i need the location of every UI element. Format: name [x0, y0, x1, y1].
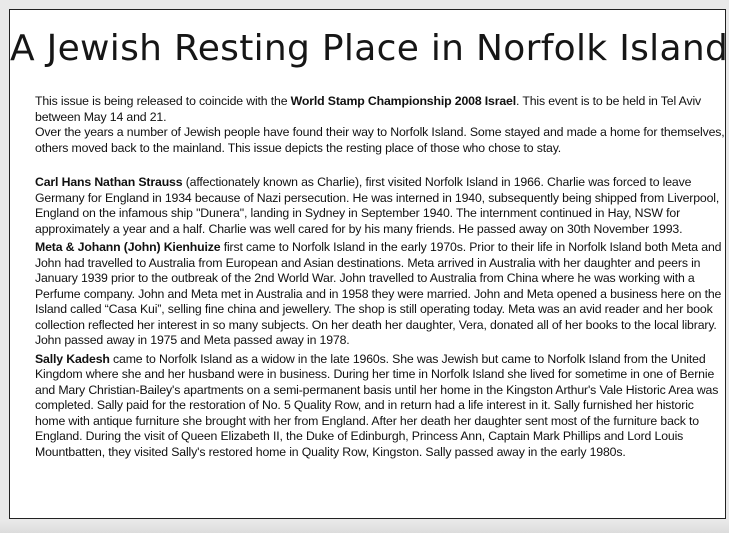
- intro-paragraph: [35, 94, 725, 125]
- championship-name: World Stamp Championship 2008 Israel: [290, 94, 517, 108]
- page-title: A Jewish Resting Place in Norfolk Island: [10, 28, 729, 69]
- bio-name: Carl Hans Nathan Strauss: [35, 175, 183, 189]
- bio-paragraph-kadesh: [35, 352, 725, 461]
- bio-name: Sally Kadesh: [35, 351, 110, 366]
- bio-text: first came to Norfolk Island in the early 1970s. Prior to their life in Norfolk Island both Meta and John had travelled to Australia from European and Asian destinations. Meta arrived in Australia with her daughter and peers in January 1939 prior to the outbreak of the 2nd World War. John travelled to Australia from China where he was working with a Perfume company. John and Meta met in Australia and in 1958 they were married. John and Meta opened a business here on the Island called “Casa Kui”, selling fine china and jewellery. The shop is still operating today. Meta was an avid reader and her book collection reflected her interest in so many subjects. On her death her daughter, Vera, donated all of her books to the local library. John passed away in 1975 and Meta passed away in 1978.: [35, 240, 722, 347]
- bio-text: came to Norfolk Island as a widow in the late 1960s. She was Jewish but came to Norfolk Island from the United Kingdom where she and her husband were in business. During her time in Norfolk Island she lived for sometime in one of Bernie and Mary Christian-Bailey's apartments on a semi-permanent basis until her home in the Kingston Arthur's Vale Historic Area was completed. Sally paid for the restoration of No. 5 Quality Row, and in return had a life interest in it. Sally furnished her historic home with antique furniture she brought with her from England. After her death her daughter sent most of the furniture back to England. During the visit of Queen Elizabeth II, the Duke of Edinburgh, Princess Ann, Captain Mark Phillips and Lord Louis Mountbatten, they visited Sally's restored home in Quality Row, Kingston. Sally passed away in the early 1980s.: [35, 351, 719, 459]
- document-body: [35, 94, 725, 460]
- intro-text-start: This issue is being released to coincide with the: [35, 94, 291, 108]
- intro-paragraph-2: Over the years a number of Jewish people have found their way to Norfolk Island. Some stayed and made a home for themselves, others moved back to the mainland. This issue depicts the resting place of those who chose to stay.: [35, 125, 725, 155]
- bio-name: Meta & Johann (John) Kienhuize: [35, 240, 221, 254]
- document-page: [9, 9, 729, 519]
- bio-paragraph-strauss: [35, 175, 725, 237]
- bio-paragraph-kienhuize: [35, 240, 725, 349]
- page-edge-shadow: [0, 521, 729, 533]
- bio-text: (affectionately known as Charlie), first visited Norfolk Island in 1966. Charlie was forced to leave Germany for England in 1934 because of Nazi persecution. He was interned in 1940, subsequently being shipped from Liverpool, England on the infamous ship "Dunera", landing in Sydney in September 1940. The internment continued in Hay, NSW for approximately a year and a half. Charlie was well cared for by his many friends. He passed away on 30th November 1993.: [35, 175, 720, 236]
- intro-text-end: . This event is to be held in Tel Aviv between May 14 and 21.: [35, 94, 702, 124]
